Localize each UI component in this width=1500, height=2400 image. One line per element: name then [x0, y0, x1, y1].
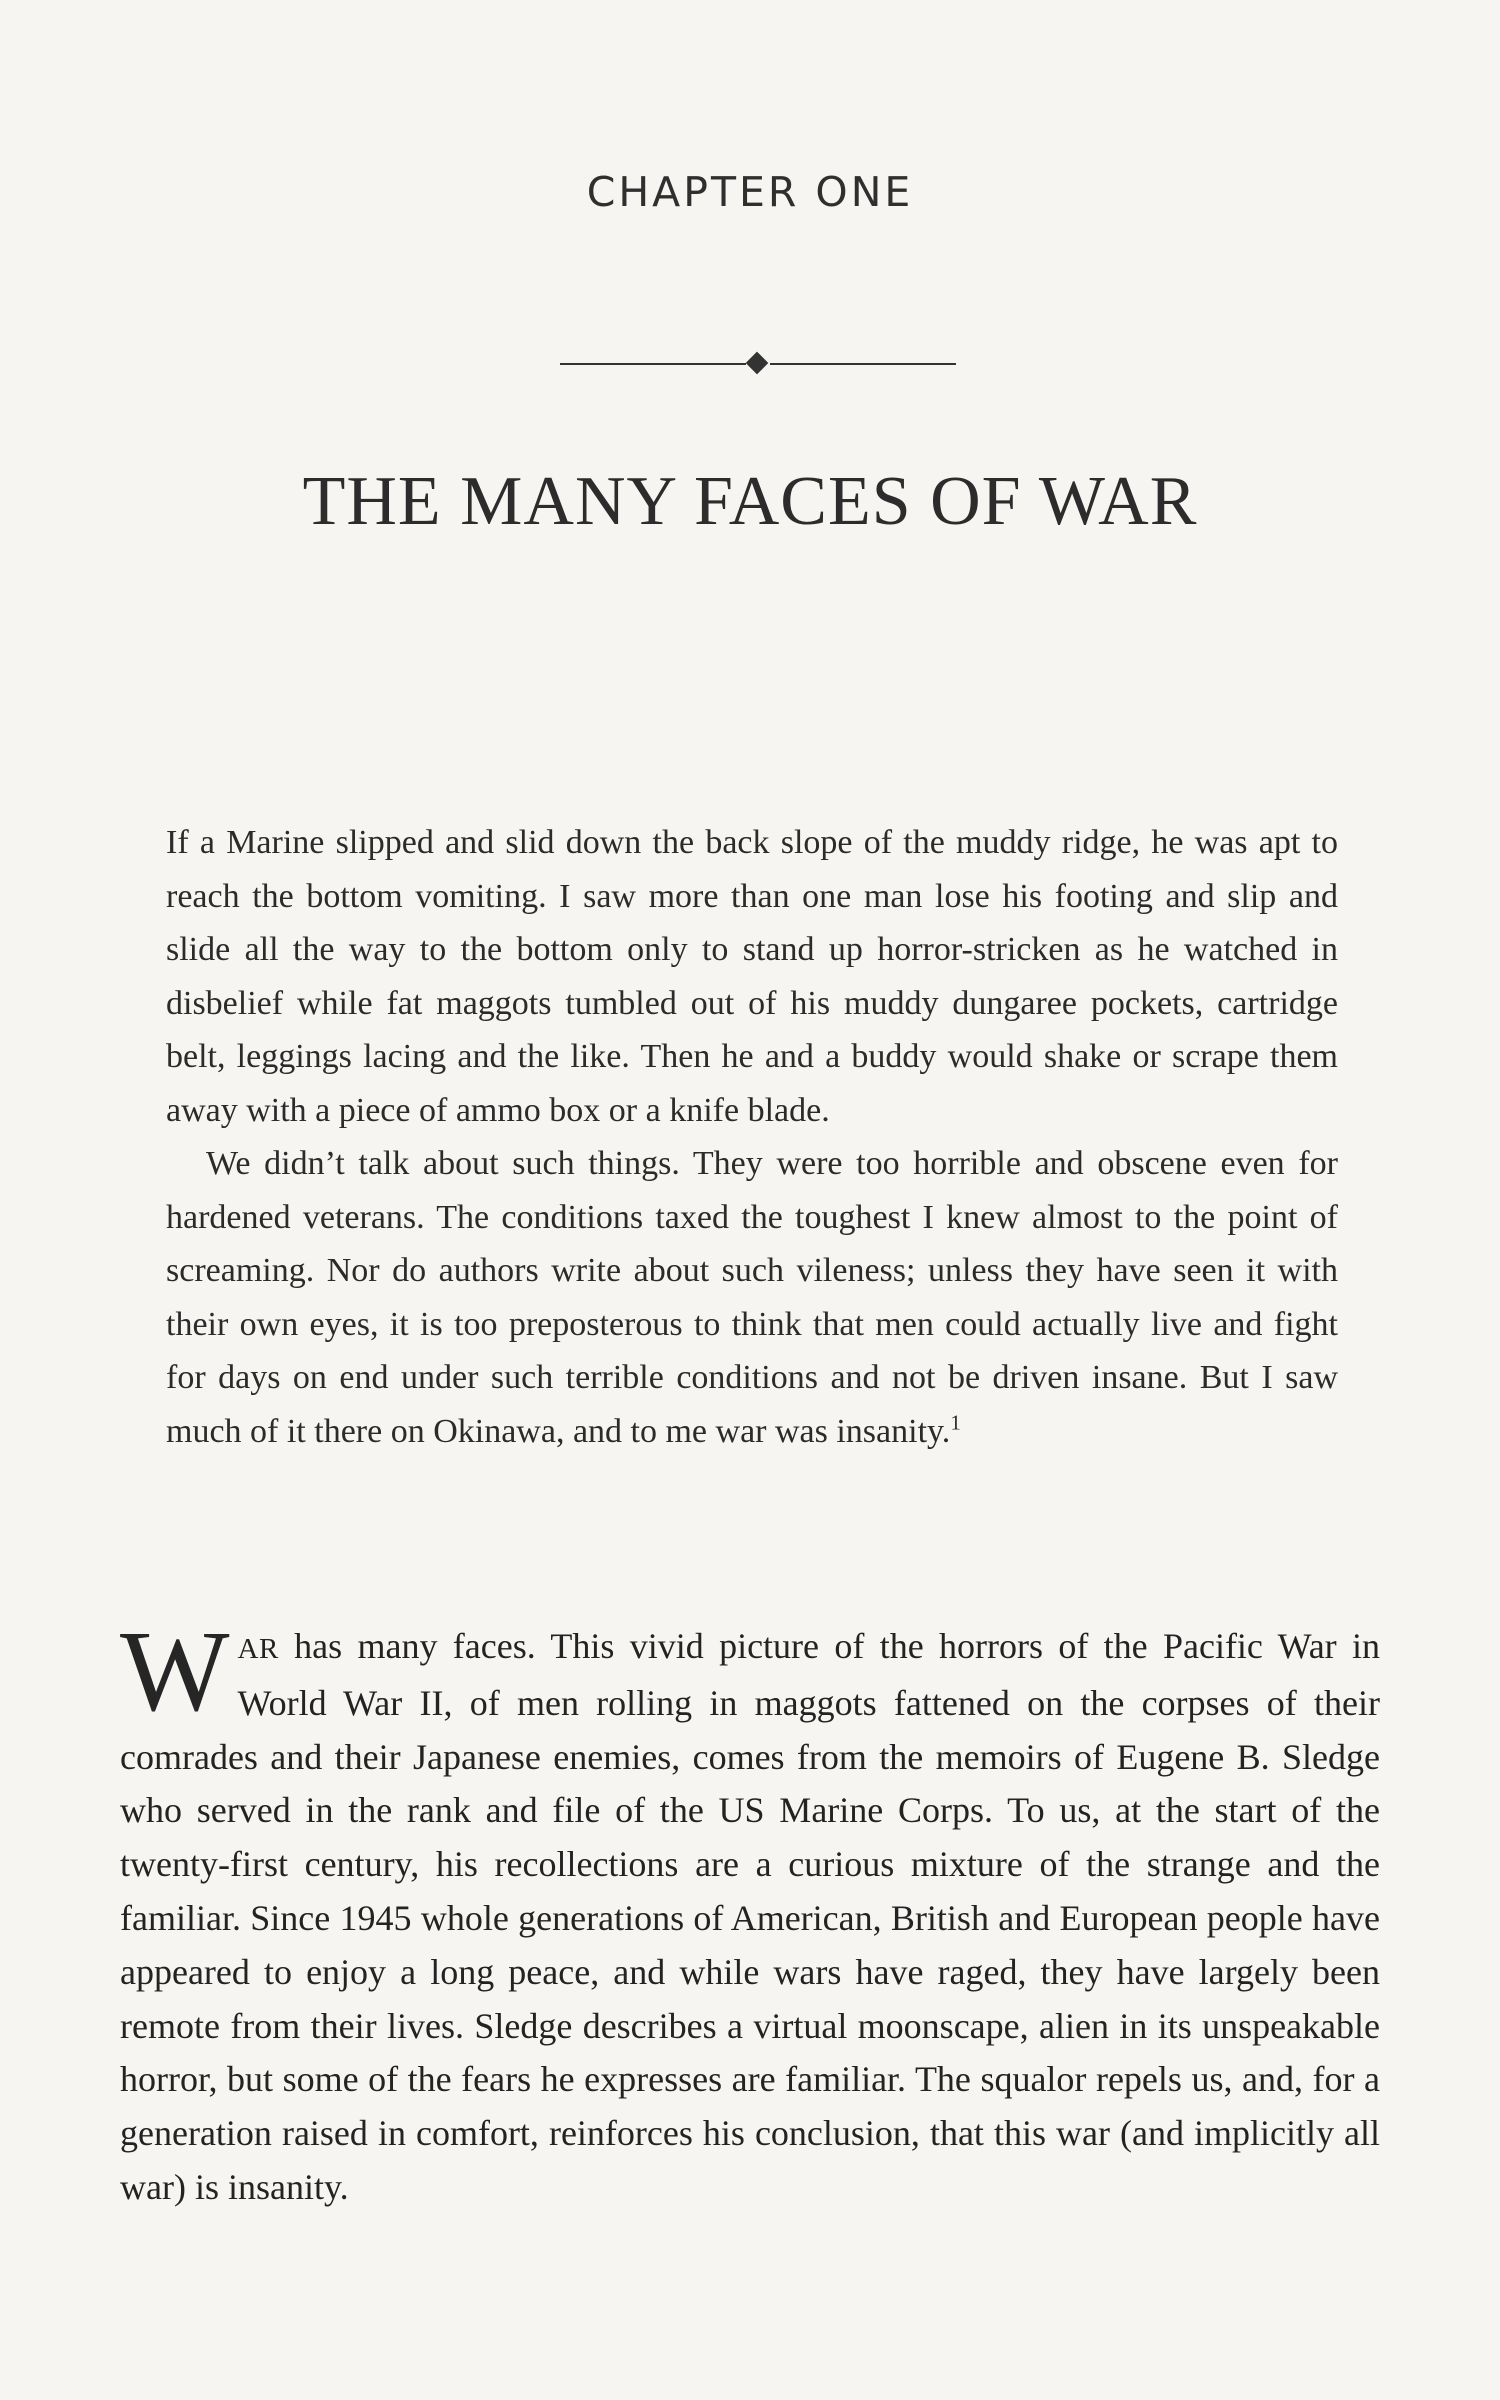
body-paragraph-1-text: has many faces. This vivid picture of the horrors of the Pacific War in World War II, of men rolling in maggots fattened on the corpses of their comrades and their Japanese enemies, comes from the memoirs of Eugene B. Sledge who served in the rank and file of the US Marine Corps. To us, at the start of the twenty-first century, his recollections are a curious mixture of the strange and the familiar. Since 1945 whole generations of American, British and European people have appeared to enjoy a long peace, and while wars have raged, they have largely been remote from their lives. Sledge describes a virtual moonscape, alien in its unspeakable horror, but some of the fears he expresses are familiar. The squalor repels us, and, for a generation raised in comfort, reinforces his conclusion, that this war (and implicitly all war) is insanity. [120, 1626, 1380, 2207]
footnote-marker: 1 [950, 1410, 961, 1435]
chapter-title: THE MANY FACES OF WAR [302, 463, 1198, 540]
small-caps-lead: AR [237, 1633, 279, 1665]
ornament-line-left [560, 363, 746, 365]
body-text-block [120, 1608, 1380, 2215]
chapter-label: CHAPTER ONE [586, 168, 914, 216]
drop-cap: W [120, 1608, 230, 1736]
body-paragraph-1 [120, 1608, 1380, 2215]
epigraph-paragraph-2-text: We didn’t talk about such things. They were too horrible and obscene even for hardened veterans. The conditions taxed the toughest I knew almost to the point of screaming. Nor do authors write about such vileness; unless they have seen it with their own eyes, it is too preposterous to think that men could actually live and fight for days on end under such terrible conditions and not be driven insane. But I saw much of it there on Okinawa, and to me war was insanity. [166, 1145, 1338, 1450]
diamond-ornament-divider [560, 352, 956, 376]
epigraph-paragraph-2 [166, 1137, 1338, 1458]
epigraph-paragraph-1: If a Marine slipped and slid down the back slope of the muddy ridge, he was apt to reach the bottom vomiting. I saw more than one man lose his footing and slip and slide all the way to the bottom only to stand up horror-stricken as he watched in disbelief while fat maggots tumbled out of his muddy dungaree pockets, cartridge belt, leggings lacing and the like. Then he and a buddy would shake or scrape them away with a piece of ammo box or a knife blade. [166, 824, 1338, 1129]
diamond-icon [746, 352, 769, 375]
epigraph-block [166, 816, 1338, 1458]
ornament-line-right [770, 363, 956, 365]
